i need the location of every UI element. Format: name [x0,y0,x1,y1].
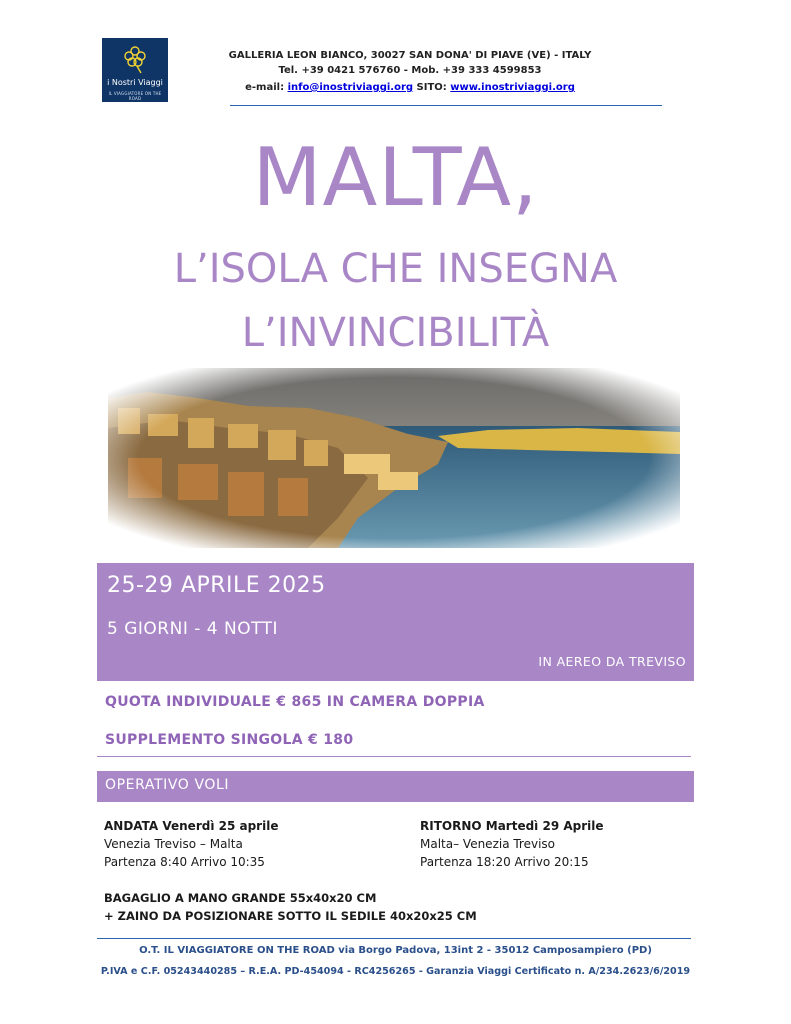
header-divider [230,105,662,106]
outbound-flight [104,817,278,871]
outbound-route: Venezia Treviso – Malta [104,837,243,851]
return-times: Partenza 18:20 Arrivo 20:15 [420,855,589,869]
outbound-times: Partenza 8:40 Arrivo 10:35 [104,855,265,869]
return-flight [420,817,604,871]
email-label: e-mail: [245,82,285,93]
trip-info-band [97,563,694,681]
site-label: SITO: [416,82,447,93]
trip-duration: 5 GIORNI - 4 NOTTI [107,619,279,639]
subtitle-line2: L’INVINCIBILITÀ [241,310,550,356]
website-link[interactable]: www.inostriviaggi.org [450,82,575,93]
agency-contacts [180,82,640,93]
subtitle-line1: L’ISOLA CHE INSEGNA [173,246,618,292]
flights-section-header [97,771,694,802]
price-divider [97,756,691,757]
footer-divider [97,938,691,939]
logo-name: i Nostri Viaggi [107,78,163,87]
logo-tagline: IL VIAGGIATORE ON THE ROAD [108,91,162,101]
return-heading: RITORNO Martedì 29 Aprile [420,819,604,833]
return-route: Malta– Venezia Treviso [420,837,556,851]
agency-phones: Tel. +39 0421 576760 - Mob. +39 333 4599853 [278,65,542,76]
outbound-heading: ANDATA Venerdì 25 aprile [104,819,279,833]
price-individual: QUOTA INDIVIDUALE € 865 IN CAMERA DOPPIA [105,694,485,710]
footer-operator: O.T. IL VIAGGIATORE ON THE ROAD via Borgo Padova, 13int 2 - 35012 Camposampiero (PD) [139,945,652,956]
footer-legal: P.IVA e C.F. 05243440285 – R.E.A. PD-454094 - RC4256265 - Garanzia Viaggi Certificato n. A/234.2623/6/2019 [100,966,691,977]
baggage-info [104,889,477,925]
agency-logo [102,38,168,102]
valletta-harbour-photo [108,368,680,548]
flower-icon [121,44,149,74]
trip-transport: IN AEREO DA TREVISO [538,654,686,669]
page-title: MALTA, [252,131,539,224]
trip-dates: 25-29 APRILE 2025 [107,573,326,598]
baggage-backpack: + ZAINO DA POSIZIONARE SOTTO IL SEDILE 40x20x25 CM [104,909,477,923]
email-link[interactable]: info@inostriviaggi.org [287,82,414,93]
baggage-cabin: BAGAGLIO A MANO GRANDE 55x40x20 CM [104,891,377,905]
price-single-supplement: SUPPLEMENTO SINGOLA € 180 [105,732,354,748]
agency-address: GALLERIA LEON BIANCO, 30027 SAN DONA' DI PIAVE (VE) - ITALY [228,50,592,61]
flights-section-title: OPERATIVO VOLI [105,777,230,793]
